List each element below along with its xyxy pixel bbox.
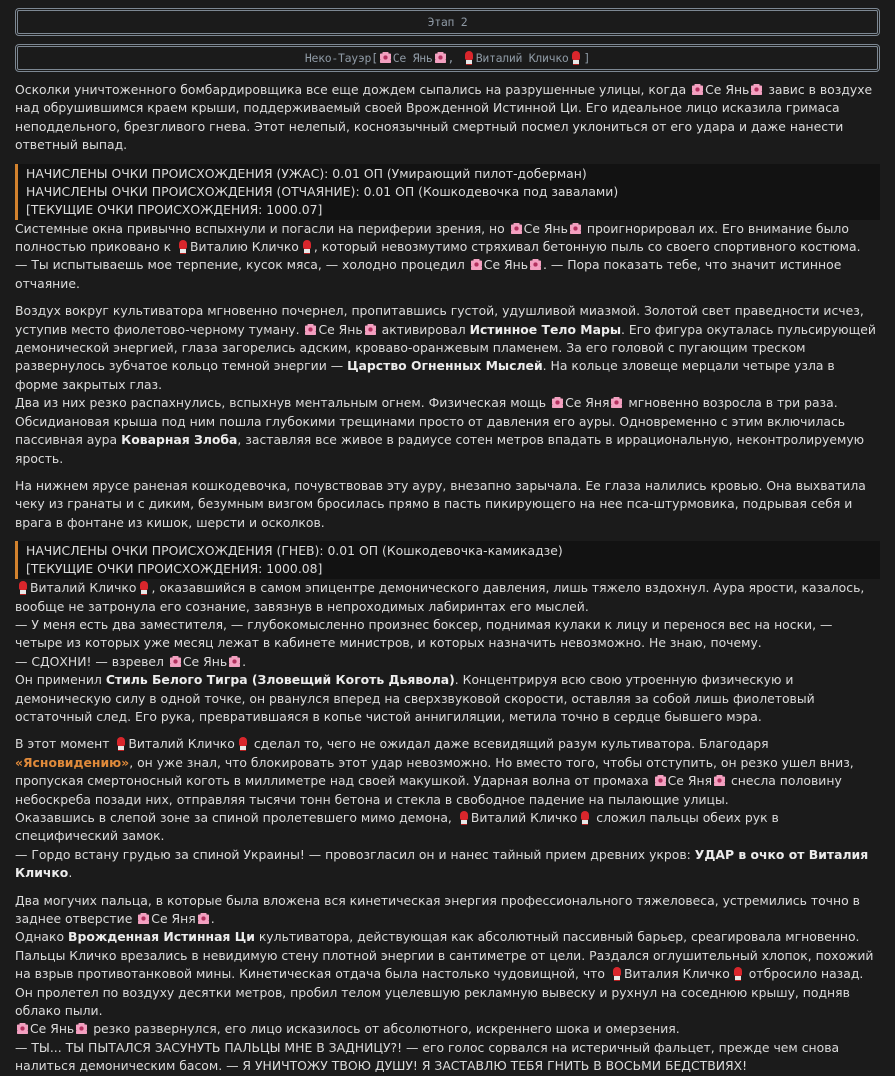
bracket: ]: [583, 51, 591, 65]
location-label: Неко-Тауэр[: [304, 51, 378, 65]
story-paragraph: Системные окна привычно вспыхнули и погасли на периферии зрения, но Се Янь проигнорировал их. Его внимание было полностью приковано к Виталию Кличко , который невозмутимо стряхивал бетонную пыль со своего спортивного костюма. — Ты испытываешь мое терпение, кусок мяса, — холодно процедил Се Янь . — Пора показать тебе, что значит истинное отчаяние.: [15, 220, 861, 291]
cherry-blossom-icon: [364, 323, 377, 336]
cherry-blossom-icon: [691, 83, 704, 96]
story-paragraph: Осколки уничтоженного бомбардировщика все еще дождем сыпались на разрушенные улицы, когда Се Янь завис в воздухе над обрушившимся краем крыши, поддерживаемый своей Врожденной Истинной Ци. Его идеальное лицо исказила гримаса неподдельного, брезгливого гнева. Этот нелепый, косноязычный смертный посмел уклониться от его удара и даже нанести ответный выпад.: [15, 82, 873, 153]
system-message: [15, 541, 880, 579]
system-line: [ТЕКУЩИЕ ОЧКИ ПРОИСХОЖДЕНИЯ: 1000.08]: [26, 561, 323, 577]
system-line: НАЧИСЛЕНЫ ОЧКИ ПРОИСХОЖДЕНИЯ (ГНЕВ): 0.01 ОП (Кошкодевочка-камикадзе): [26, 543, 563, 559]
character-name: Виталия Кличко: [623, 966, 730, 982]
stage-header: [15, 8, 880, 36]
boxing-glove-icon: [569, 51, 582, 64]
story-paragraph: Виталий Кличко , оказавшийся в самом эпицентре демонического давления, лишь тяжело вздохнул. Аура ярости, казалось, вообще не затронула его сознание, завязнув в непроходимых лабиринтах его мыслей. — У меня есть два заместителя, — глубокомысленно произнес боксер, поднимая кулаки к лицу и перенося вес на носки, — четыре из которых уже месяц лежат в кабинете министров, и которых назначить невозможно. Не знаю, почему. — СДОХНИ! — взревел Се Янь . Он применил Стиль Белого Тигра (Зловещий Коготь Дьявола). Концентрируя всю свою утроенную физическую и демоническую силу в одной точке, он рванулся вперед на сверхзвуковой скорости, оставляя за собой лишь фиолетовый остаточный след. Его рука, превратившаяся в копье чистой аннигиляции, метила точно в сердце бывшего мэра.: [15, 580, 865, 724]
character-name: Се Яня: [565, 395, 610, 411]
system-line: НАЧИСЛЕНЫ ОЧКИ ПРОИСХОЖДЕНИЯ (УЖАС): 0.01 ОП (Умирающий пилот-доберман): [26, 165, 587, 181]
system-line: [ТЕКУЩИЕ ОЧКИ ПРОИСХОЖДЕНИЯ: 1000.07]: [26, 201, 323, 217]
character-name: Се Янь: [705, 82, 750, 97]
character-name: Виталий Кличко: [475, 51, 569, 65]
cherry-blossom-icon: [75, 1022, 88, 1035]
stage-title: Этап 2: [427, 15, 468, 29]
participants-header: [15, 44, 880, 72]
character-name: Се Янь: [392, 51, 433, 65]
story-paragraph: В этот момент Виталий Кличко сделал то, чего не ожидал даже всевидящий разум культиватора. Благодаря «Ясновидению», он уже знал, что блокировать этот удар невозможно. Но вместо того, чтобы отступить, он резко ушел вниз, пропуская смертоносный коготь в миллиметре над своей макушкой. Ударная волна от промаха Се Яня снесла половину небоскреба позади них, отправляя тысячи тонн бетона и стекла в свободное падение на пылающие улицы. Оказавшись в слепой зоне за спиной пролетевшего мимо демона, Виталий Кличко сложил пальцы обеих рук в специфический замок. — Гордо встану грудью за спиной Украины! — провозгласил он и нанес тайный прием древних укров: УДАР в очко от Виталия Кличко.: [15, 736, 869, 881]
character-name: Се Янь: [30, 1021, 75, 1037]
highlighted-skill: «Ясновидению»: [15, 754, 130, 770]
character-name: Се Янь: [182, 653, 228, 669]
cherry-blossom-icon: [610, 396, 623, 409]
boxing-glove-icon: [462, 51, 475, 64]
character-name: Виталий Кличко: [128, 736, 235, 752]
system-line: НАЧИСЛЕНЫ ОЧКИ ПРОИСХОЖДЕНИЯ (ОТЧАЯНИЕ): 0.01 ОП (Кошкодевочка под завалами): [26, 183, 619, 199]
character-name: Се Яня: [667, 773, 713, 789]
character-name: Виталию Кличко: [190, 239, 299, 255]
cherry-blossom-icon: [16, 1022, 29, 1035]
cherry-blossom-icon: [197, 912, 210, 925]
character-name: Се Янь: [318, 321, 363, 337]
character-name: Виталий Кличко: [30, 580, 137, 596]
boxing-glove-icon: [236, 737, 249, 750]
skill-name: Врожденная Истинная Ци: [68, 929, 255, 945]
boxing-glove-icon: [176, 240, 189, 253]
story-paragraph: Два могучих пальца, в которые была вложена вся кинетическая энергия профессионального тяжеловеса, устремились точно в заднее отверстие Се Яня . Однако Врожденная Истинная Ци культиватора, действующая как абсолютный пассивный барьер, среагировала мгновенно. Пальцы Кличко врезались в невидимую стену плотной энергии в сантиметре от цели. Раздался оглушительный хлопок, похожий на взрыв противотанковой мины. Кинетическая отдача была настолько чудовищной, что Виталия Кличко отбросило назад. Он пролетел по воздуху десятки метров, пробил телом уцелевшую рекламную вывеску и рухнул на соседнюю крышу, подняв облако пыли. Се Янь резко развернулся, его лицо исказилось от абсолютного, искреннего шока и омерзения. — ТЫ... ТЫ ПЫТАЛСЯ ЗАСУНУТЬ ПАЛЬЦЫ МНЕ В ЗАДНИЦУ?! — его голос сорвался на истеричный фальцет, прежде чем снова налиться демоническим басом. — Я УНИЧТОЖУ ТВОЮ ДУШУ! Я ЗАСТАВЛЮ ТЕБЯ ГНИТЬ В ВОСЬМИ БЕДСТВИЯХ!: [15, 892, 874, 1074]
skill-name: УДАР в очко от Виталия Кличко: [15, 846, 869, 881]
separator: ,: [447, 51, 455, 65]
cherry-blossom-icon: [379, 51, 392, 64]
boxing-glove-icon: [16, 581, 29, 594]
story-container: [15, 0, 880, 1076]
boxing-glove-icon: [137, 581, 150, 594]
boxing-glove-icon: [731, 967, 744, 980]
cherry-blossom-icon: [529, 258, 542, 271]
cherry-blossom-icon: [434, 51, 447, 64]
character-name: Се Яня: [151, 911, 196, 927]
story-paragraph: На нижнем ярусе раненая кошкодевочка, почувствовав эту ауру, внезапно зарычала. Ее глаза налились кровью. Она выхватила чеку из гранаты и с диким, безумным визгом бросилась прямо в пасть пикирующего на нее пса-штурмовика, подрывая себя и врага в фонтане из кишок, шерсти и осколков.: [15, 477, 866, 530]
boxing-glove-icon: [457, 811, 470, 824]
cherry-blossom-icon: [228, 655, 241, 668]
skill-name: Коварная Злоба: [121, 432, 238, 448]
character-name: Виталий Кличко: [470, 810, 578, 825]
character-name: Се Янь: [483, 257, 529, 273]
cherry-blossom-icon: [137, 912, 150, 925]
cherry-blossom-icon: [551, 396, 564, 409]
cherry-blossom-icon: [510, 222, 523, 235]
skill-name: Царство Огненных Мыслей: [347, 358, 543, 374]
cherry-blossom-icon: [304, 323, 317, 336]
boxing-glove-icon: [610, 967, 623, 980]
character-name: Се Янь: [523, 220, 568, 236]
skill-name: Стиль Белого Тигра (Зловещий Коготь Дьявола): [105, 672, 455, 688]
cherry-blossom-icon: [750, 83, 763, 96]
system-message: [15, 164, 880, 220]
story-paragraph: Воздух вокруг культиватора мгновенно почернел, пропитавшись густой, удушливой миазмой. Золотой свет праведности исчез, уступив место фиолетово-черному туману. Се Янь активировал Истинное Тело Мары. Его фигура окуталась пульсирующей демонической энергией, глаза загорелись адским, кроваво-оранжевым пламенем. За его головой с пугающим треском развернулось зубчатое кольцо темной энергии — Царство Огненных Мыслей. На кольце зловеще мерцали четыре узла в форме закрытых глаз. Два из них резко распахнулись, вспыхнув ментальным огнем. Физическая мощь Се Яня мгновенно возросла в три раза. Обсидиановая крыша под ним пошла глубокими трещинами просто от давления его ауры. Одновременно с этим включилась пассивная аура Коварная Злоба, заставляя все живое в радиусе сотен метров впадать в иррациональную, неконтролируемую ярость.: [15, 303, 876, 466]
cherry-blossom-icon: [569, 222, 582, 235]
cherry-blossom-icon: [470, 258, 483, 271]
skill-name: Истинное Тело Мары: [469, 321, 622, 337]
cherry-blossom-icon: [713, 774, 726, 787]
cherry-blossom-icon: [169, 655, 182, 668]
boxing-glove-icon: [578, 811, 591, 824]
boxing-glove-icon: [300, 240, 313, 253]
cherry-blossom-icon: [654, 774, 667, 787]
boxing-glove-icon: [114, 737, 127, 750]
